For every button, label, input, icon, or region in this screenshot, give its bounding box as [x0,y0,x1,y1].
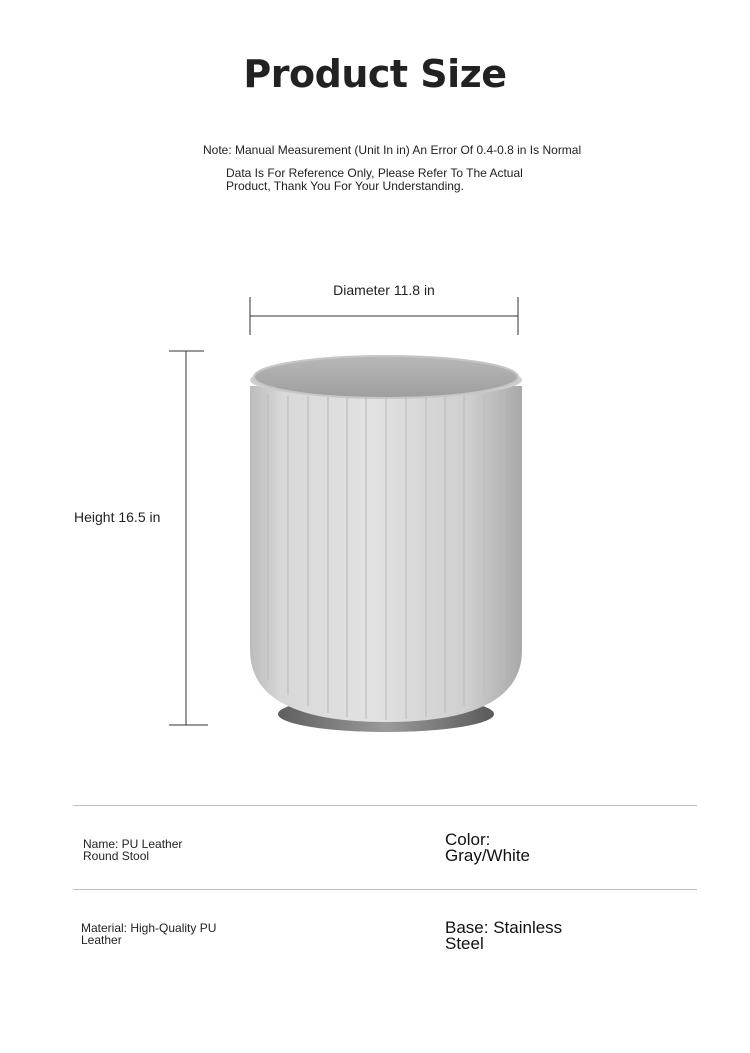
reference-note: Data Is For Reference Only, Please Refer To The Actual Product, Thank You For Your Understanding. [226,166,523,193]
spec-name [83,838,182,862]
spec-divider-middle [73,889,697,890]
diameter-label: Diameter 11.8 in [333,282,435,298]
measurement-note: Note: Manual Measurement (Unit In in) An Error Of 0.4-0.8 in Is Normal [203,143,582,157]
spec-base [445,920,562,952]
spec-material-line2: Leather [81,933,122,947]
spec-divider-top [73,805,697,806]
stool-image [246,350,526,735]
spec-material-line1: Material: High-Quality PU [81,921,217,935]
spec-name-line1: Name: PU Leather [83,837,183,851]
spec-color [445,832,530,864]
spec-base-line1: Base: Stainless [445,918,563,937]
spec-color-line1: Color: [445,830,491,849]
spec-name-line2: Round Stool [83,849,150,863]
spec-material [81,922,216,946]
page-title: Product Size [243,52,507,96]
spec-base-line2: Steel [445,934,484,953]
height-label: Height 16.5 in [74,509,161,525]
spec-color-line2: Gray/White [445,846,531,865]
